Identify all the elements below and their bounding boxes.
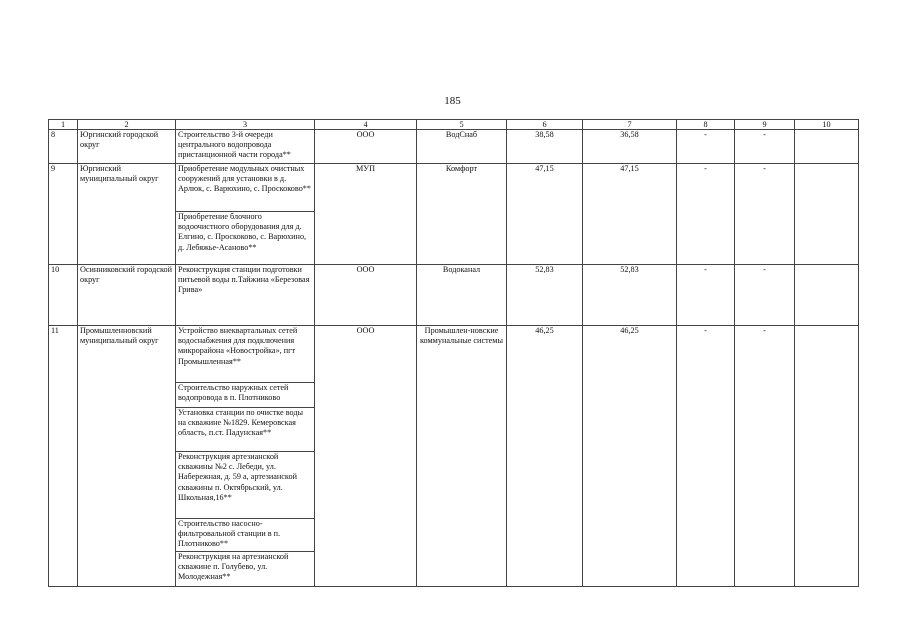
value-col10: [795, 326, 859, 587]
project-cell: Реконструкция станции подготовки питьевой воды п.Тайжина «Березовая Грива»: [176, 265, 315, 326]
table-row: [49, 326, 859, 383]
col-header: 1: [49, 120, 78, 130]
investment-table: [48, 119, 859, 587]
value-col6: 52,83: [507, 265, 583, 326]
territory-cell: Осинниковский городской округ: [78, 265, 176, 326]
col-header: 3: [176, 120, 315, 130]
value-col10: [795, 164, 859, 265]
project-cell: Строительство 3-й очереди центрального водопровода пристанционной части города**: [176, 130, 315, 164]
col-header: 10: [795, 120, 859, 130]
project-cell: Строительство наружных сетей водопровода в п. Плотниково: [176, 383, 315, 408]
project-cell: Реконструкция артезианской скважины №2 с. Лебеди, ул. Набережная, д. 59 а, артезианской скважины п. Октябрьский, ул. Школьная,16**: [176, 452, 315, 519]
value-col8: -: [677, 265, 735, 326]
col-header: 2: [78, 120, 176, 130]
col-header: 5: [417, 120, 507, 130]
page-number: 185: [444, 95, 461, 107]
col-header: 4: [315, 120, 417, 130]
value-col7: 52,83: [583, 265, 677, 326]
row-number: 9: [49, 164, 78, 265]
table-row: [49, 130, 859, 164]
org-form-cell: ООО: [315, 326, 417, 587]
value-col9: -: [735, 130, 795, 164]
row-number: 8: [49, 130, 78, 164]
territory-cell: Промышленновский муниципальный округ: [78, 326, 176, 587]
territory-cell: Юргинский городской округ: [78, 130, 176, 164]
org-form-cell: ООО: [315, 265, 417, 326]
value-col7: 47,15: [583, 164, 677, 265]
row-number: 10: [49, 265, 78, 326]
project-cell: Устройство внеквартальных сетей водоснабжения для подключения микрорайона «Новостройка», пгт Промышленная**: [176, 326, 315, 383]
org-name-cell: Комфорт: [417, 164, 507, 265]
project-cell: Приобретение блочного водоочистного оборудования для д. Елгино, с. Проскоково, с. Варюхино, д. Лебяжье-Асаново**: [176, 212, 315, 265]
col-header: 8: [677, 120, 735, 130]
org-form-cell: ООО: [315, 130, 417, 164]
org-name-cell: Водоканал: [417, 265, 507, 326]
value-col9: -: [735, 164, 795, 265]
value-col6: 38,58: [507, 130, 583, 164]
value-col8: -: [677, 130, 735, 164]
value-col6: 46,25: [507, 326, 583, 587]
project-cell: Строительство насосно-фильтровальной станции в п. Плотниково**: [176, 519, 315, 552]
value-col6: 47,15: [507, 164, 583, 265]
project-cell: Реконструкция на артезианской скважине п. Голубево, ул. Молодежная**: [176, 552, 315, 587]
column-number-row: [49, 120, 859, 130]
value-col7: 36,58: [583, 130, 677, 164]
col-header: 6: [507, 120, 583, 130]
project-cell: Приобретение модульных очистных сооружений для установки в д. Арлюк, с. Варюхино, с. Проскоково**: [176, 164, 315, 212]
value-col8: -: [677, 326, 735, 587]
row-number: 11: [49, 326, 78, 587]
col-header: 9: [735, 120, 795, 130]
project-cell: Установка станции по очистке воды на скважине №1829. Кемеровская область, п.ст. Падунская**: [176, 408, 315, 452]
value-col9: -: [735, 265, 795, 326]
col-header: 7: [583, 120, 677, 130]
value-col10: [795, 265, 859, 326]
value-col9: -: [735, 326, 795, 587]
value-col7: 46,25: [583, 326, 677, 587]
table-row: [49, 164, 859, 212]
table-row: [49, 265, 859, 326]
org-form-cell: МУП: [315, 164, 417, 265]
territory-cell: Юргинский муниципальный округ: [78, 164, 176, 265]
value-col8: -: [677, 164, 735, 265]
org-name-cell: Промышлен-новские коммунальные системы: [417, 326, 507, 587]
value-col10: [795, 130, 859, 164]
org-name-cell: ВодСнаб: [417, 130, 507, 164]
